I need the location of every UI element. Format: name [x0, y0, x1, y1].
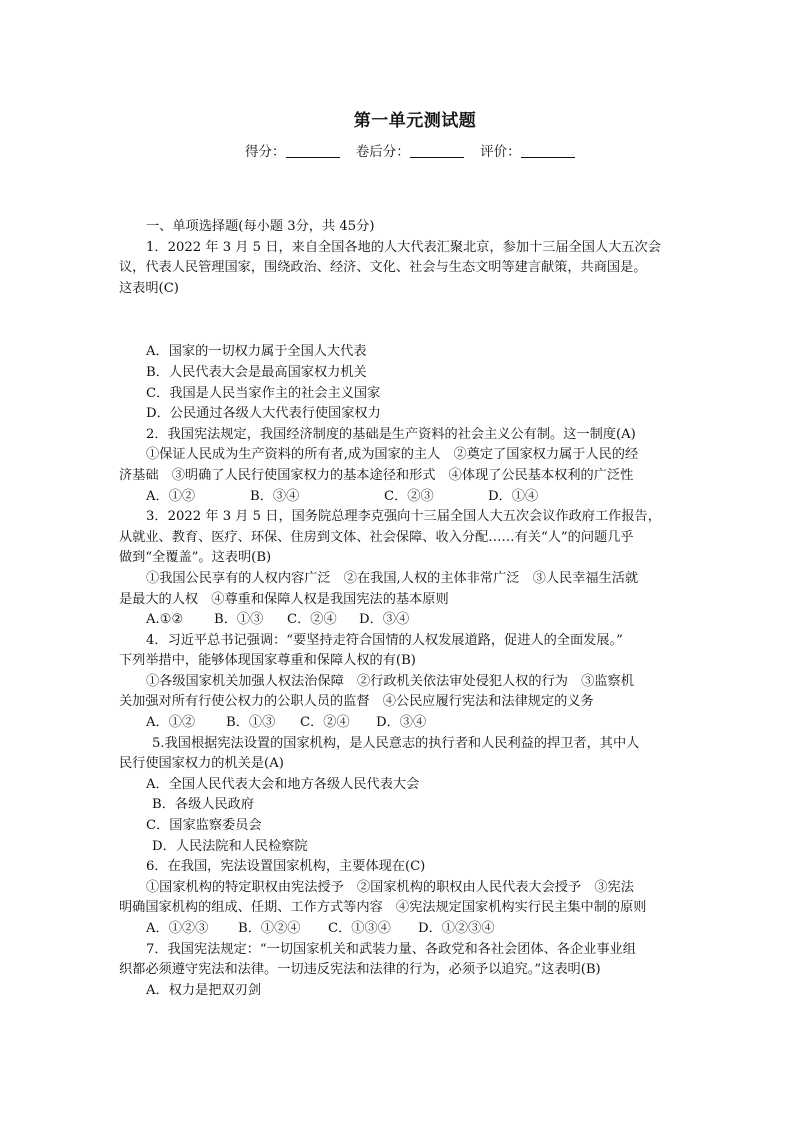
paper-score-label: 卷后分：: [355, 144, 410, 160]
option: C．①③④: [328, 921, 391, 936]
evaluation-label: 评价：: [480, 144, 521, 160]
option: A．①②: [146, 715, 196, 731]
evaluation-blank[interactable]: [521, 143, 575, 158]
question-7-option-a: A．权力是把双刃剑: [146, 982, 262, 998]
question-3-line-2: 从就业、教育、医疗、环保、住房到文体、社会保障、收入分配……有关“人”的问题几乎: [119, 529, 634, 545]
question-3-line-3: 做到“全覆盖”。这表明(B): [119, 550, 272, 566]
score-blank[interactable]: [286, 143, 340, 158]
question-3: [119, 507, 679, 631]
option: B．①②④: [238, 921, 301, 936]
question-2: [119, 425, 679, 507]
option: B．①③: [214, 612, 264, 628]
question-7: [119, 940, 679, 1002]
question-3-line-5: 是最大的人权 ④尊重和保障人权是我国宪法的基本原则: [119, 591, 449, 607]
question-1-line-1: 1．2022 年 3 月 5 日，来自全国各地的人大代表汇聚北京，参加十三届全国人大五次会: [146, 239, 661, 255]
question-4-line-2: 下列举措中，能够体现国家尊重和保障人权的有(B): [119, 653, 416, 669]
question-6-line-2: ①国家机构的特定职权由宪法授予 ②国家机构的职权由人民代表大会授予 ③宪法: [146, 879, 634, 895]
question-2-line-2: ①保证人民成为生产资料的所有者,成为国家的主人 ②奠定了国家权力属于人民的经: [146, 447, 639, 463]
question-4-options: [119, 713, 679, 734]
question-4-line-4: 关加强对所有行使公权力的公职人员的监督 ④公民应履行宪法和法律规定的义务: [119, 694, 594, 710]
option: D．③④: [359, 612, 410, 628]
question-2-line-1: 2．我国宪法规定，我国经济制度的基础是生产资料的社会主义公有制。这一制度(A): [146, 426, 636, 442]
question-5: [119, 734, 679, 858]
question-1: [119, 238, 679, 425]
question-4-line-3: ①各级国家机关加强人权法治保障 ②行政机关依法审处侵犯人权的行为 ③监察机: [146, 673, 634, 689]
question-1-line-2: 议，代表人民管理国家，围绕政治、经济、文化、社会与生态文明等建言献策，共商国是。: [119, 260, 647, 276]
question-3-line-4: ①我国公民享有的人权内容广泛 ②在我国,人权的主体非常广泛 ③人民幸福生活就: [146, 570, 639, 586]
question-4: [119, 631, 679, 734]
option: C．②④: [300, 715, 350, 731]
option: B．①③: [226, 715, 276, 731]
question-2-line-3: 济基础 ③明确了人民行使国家权力的基本途径和形式 ④体现了公民基本权利的广泛性: [119, 467, 634, 483]
option: C．②④: [287, 612, 337, 628]
section-heading: 一、单项选择题(每小题 3分，共 45分): [146, 219, 375, 234]
option: D．①②③④: [418, 921, 495, 936]
option: A.①②: [146, 612, 184, 628]
question-6-line-1: 6．在我国，宪法设置国家机构，主要体现在(C): [146, 859, 426, 875]
question-5-option-b: B．各级人民政府: [152, 797, 255, 813]
option: B．③④: [250, 488, 300, 504]
option: A．①②: [146, 488, 196, 504]
question-6: [119, 857, 679, 939]
question-3-options: [119, 610, 679, 631]
question-6-line-3: 明确国家机构的组成、任期、工作方式等内容 ④宪法规定国家机构实行民主集中制的原则: [119, 900, 647, 916]
question-7-line-1: 7．我国宪法规定：“一切国家机关和武装力量、各政党和各社会团体、各企业事业组: [146, 941, 636, 957]
question-1-option-d: D．公民通过各级人大代表行使国家权力: [146, 406, 381, 422]
question-5-line-2: 民行使国家权力的机关是(A): [119, 756, 284, 772]
question-6-options: [119, 919, 679, 940]
option: D．①④: [488, 488, 539, 504]
question-5-line-1: 5.我国根据宪法设置的国家机构，是人民意志的执行者和人民利益的捍卫者，其中人: [152, 735, 640, 751]
question-content: [119, 217, 679, 1001]
question-1-option-b: B．人民代表大会是最高国家权力机关: [146, 364, 367, 380]
question-5-option-c: C．国家监察委员会: [146, 818, 262, 834]
question-1-line-3: 这表明(C): [119, 280, 179, 296]
page-title: 第一单元测试题: [353, 111, 477, 131]
question-5-option-d: D．人民法院和人民检察院: [152, 838, 308, 854]
option: D．③④: [376, 715, 427, 731]
score-label: 得分：: [245, 144, 286, 160]
question-1-option-a: A．国家的一切权力属于全国人大代表: [146, 344, 367, 360]
question-5-option-a: A．全国人民代表大会和地方各级人民代表大会: [146, 776, 420, 792]
question-2-options: [119, 487, 679, 508]
score-line: [245, 140, 587, 160]
question-3-line-1: 3．2022 年 3 月 5 日，国务院总理李克强向十三届全国人大五次会议作政府工作报告，: [146, 509, 661, 525]
option: C．②③: [384, 488, 434, 504]
option: A．①②③: [146, 921, 209, 936]
paper-score-blank[interactable]: [410, 143, 464, 158]
question-7-line-2: 织都必须遵守宪法和法律。一切违反宪法和法律的行为，必须予以追究。”这表明(B): [119, 962, 601, 978]
question-1-option-c: C．我国是人民当家作主的社会主义国家: [146, 385, 381, 401]
question-4-line-1: 4．习近平总书记强调：“要坚持走符合国情的人权发展道路，促进人的全面发展。”: [146, 632, 623, 648]
